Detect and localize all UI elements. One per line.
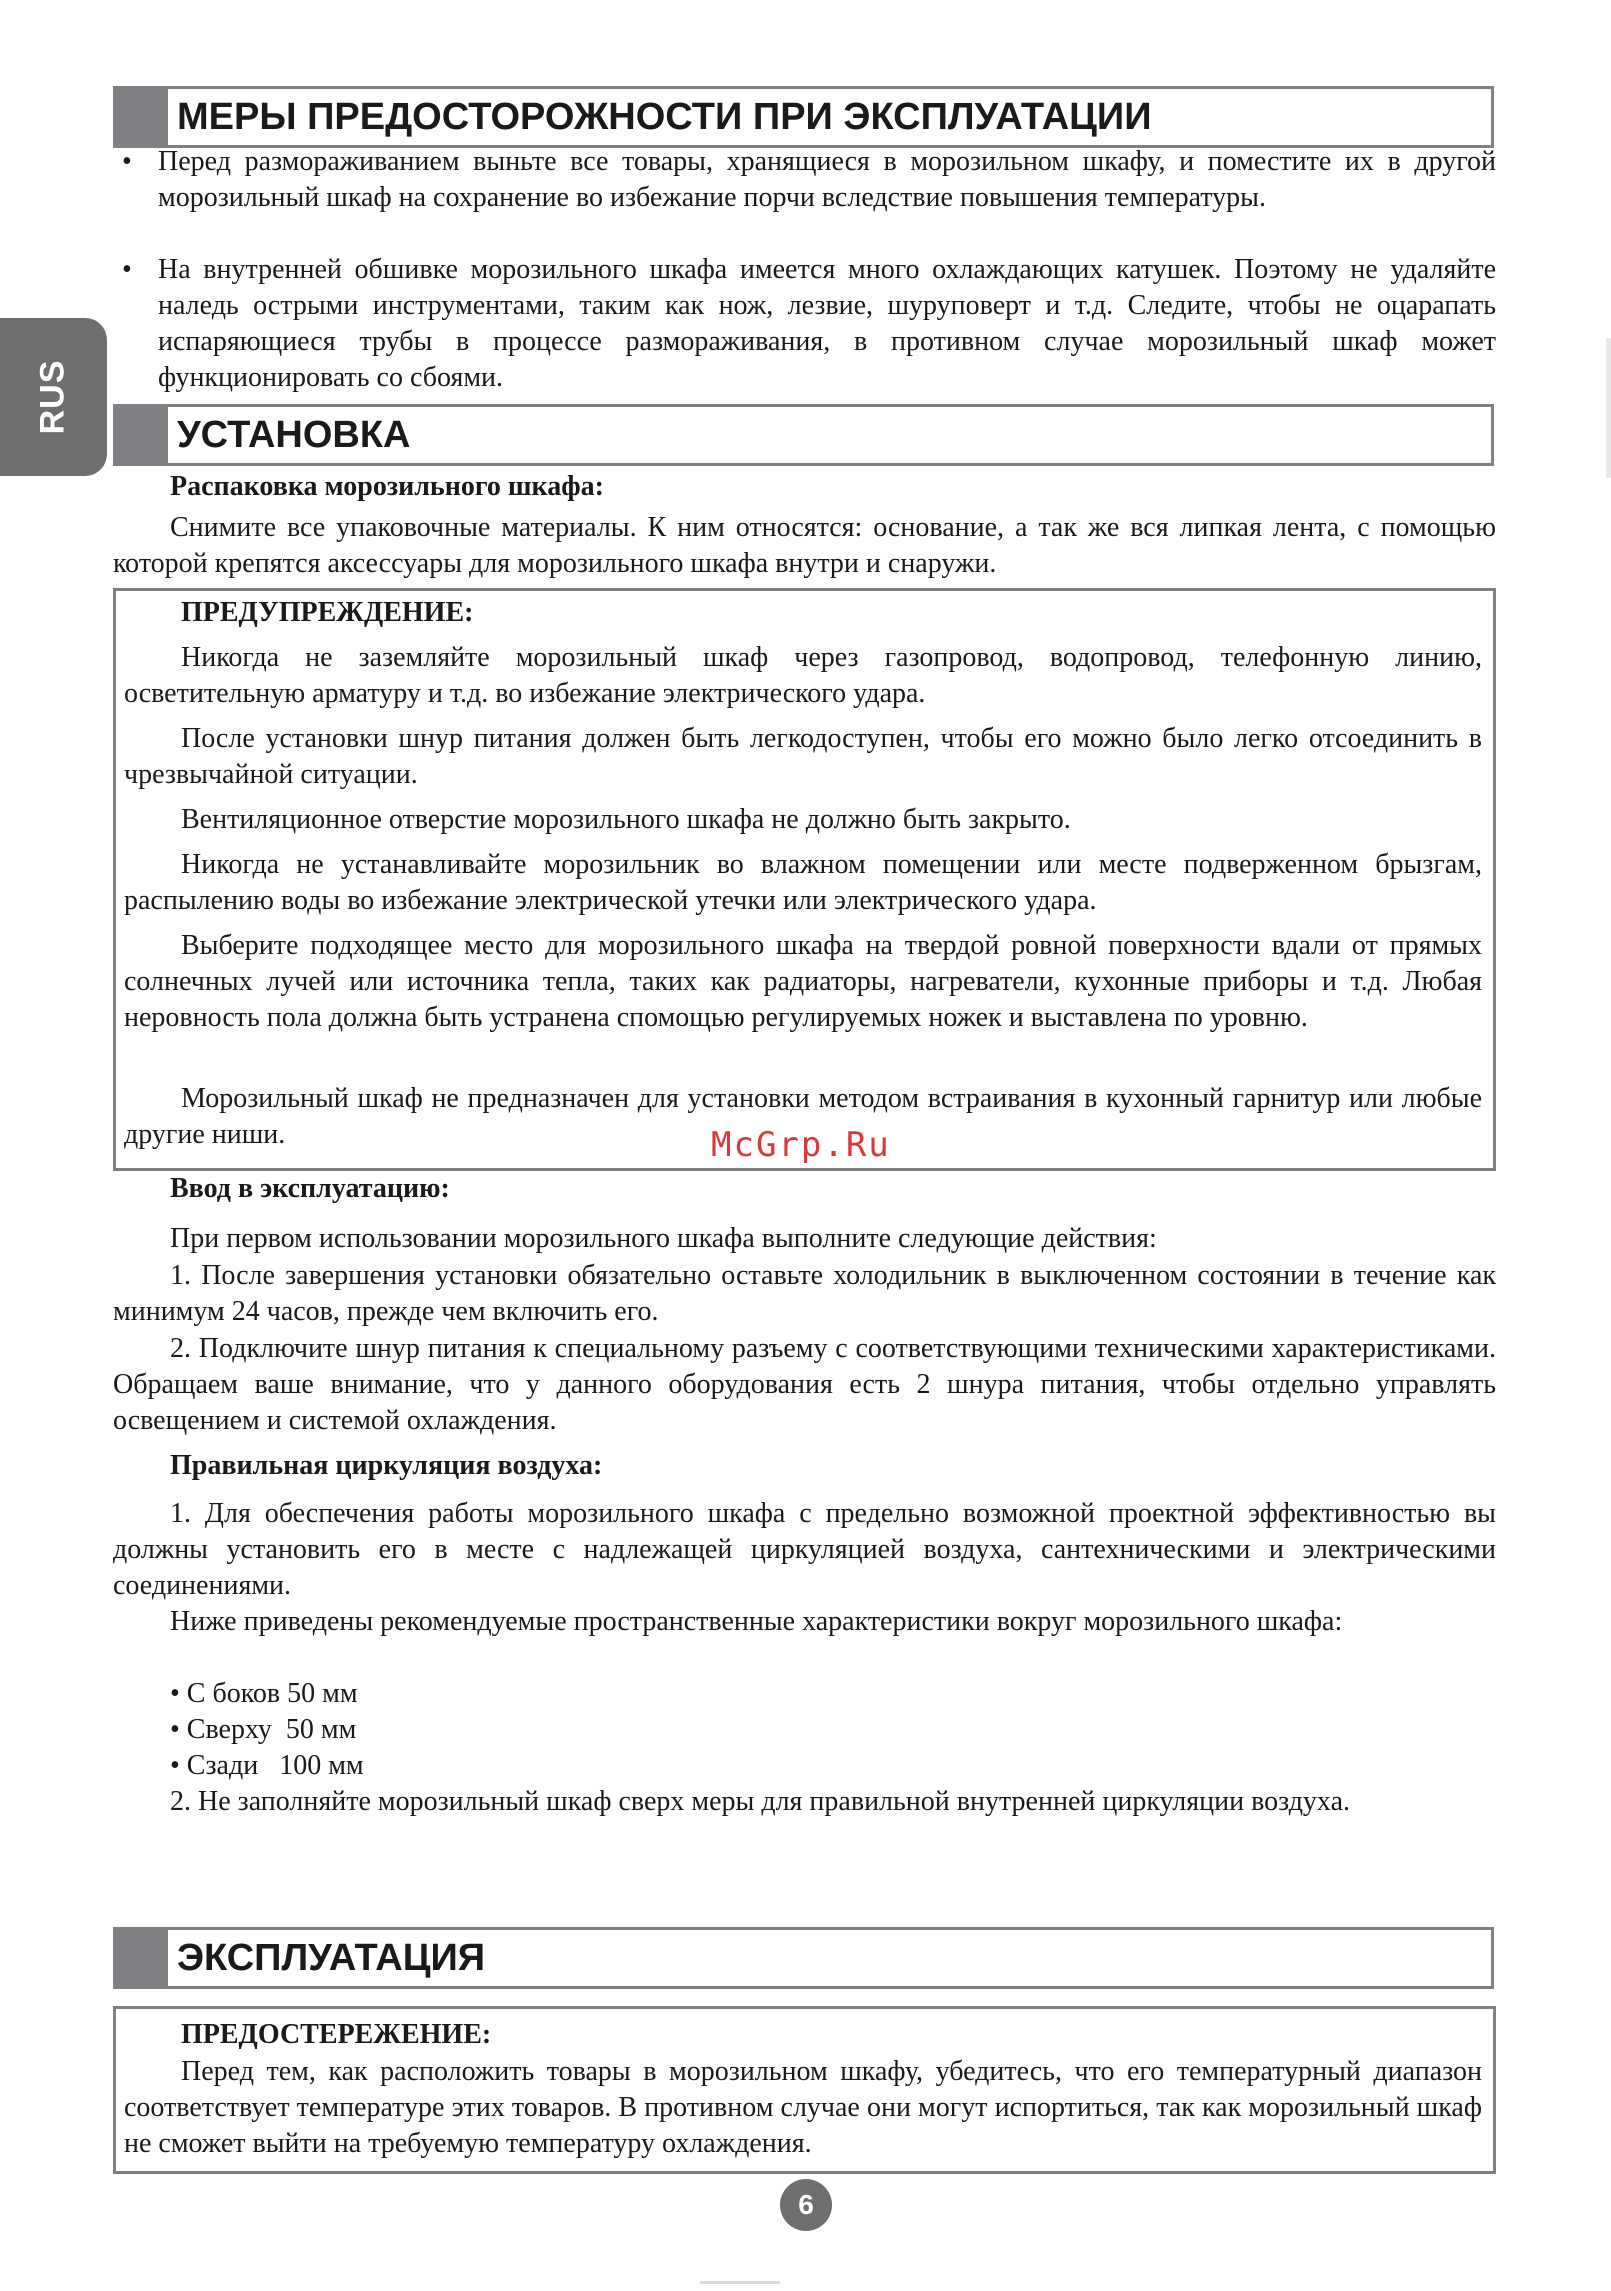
commissioning-title: Ввод в эксплуатацию: (170, 1173, 450, 1204)
precaution-text: Перед размораживанием выньте все товары, хранящиеся в морозильном шкафу, и поместите их в другой морозильный шкаф на сохранение во избежание порчи вследствие повышения температуры. (158, 146, 1496, 213)
page-edge-mark (1606, 338, 1611, 478)
unpacking-title: Распаковка морозильного шкафа: (170, 471, 604, 502)
precautions-title: МЕРЫ ПРЕДОСТОРОЖНОСТИ ПРИ ЭКСПЛУАТАЦИИ (177, 95, 1152, 138)
airflow-note: 2. Не заполняйте морозильный шкаф сверх меры для правильной внутренней циркуляции воздуха. (170, 1786, 1350, 1817)
precaution-text: На внутренней обшивке морозильного шкафа имеется много охлаждающих катушек. Поэтому не удаляйте наледь острыми инструментами, таким как нож, лезвие, шуруповерт и т.д. Следите, чтобы не оцарапать испаряющиеся трубы в процессе размораживания, в противном случае морозильный шкаф может функционировать со сбоями. (158, 254, 1496, 393)
bullet-icon: • (122, 254, 132, 285)
warning-paragraph: Никогда не устанавливайте морозильник во влажном помещении или месте подверженном брызгам, распылению воды во избежание электрической утечки или электрического удара. (124, 849, 1482, 916)
bottom-edge-mark (700, 2281, 780, 2284)
operation-title: ЭКСПЛУАТАЦИЯ (177, 1936, 486, 1979)
commissioning-step: 2. Подключите шнур питания к специальному разъему с соответствующими техническими характеристиками. Обращаем ваше внимание, что у данного оборудования есть 2 шнура питания, чтобы отдельно управлять освещением и системой охлаждения. (113, 1333, 1496, 1436)
clearance-item: • С боков 50 мм (170, 1678, 358, 1709)
unpacking-text: Снимите все упаковочные материалы. К ним относятся: основание, а так же вся липкая лента, с помощью которой крепятся аксессуары для морозильного шкафа внутри и снаружи. (113, 512, 1496, 579)
commissioning-step: 1. После завершения установки обязательно оставьте холодильник в выключенном состоянии в течение как минимум 24 часов, прежде чем включить его. (113, 1260, 1496, 1327)
installation-title: УСТАНОВКА (177, 413, 411, 456)
caution-text: Перед тем, как расположить товары в морозильном шкафу, убедитесь, что его температурный диапазон соответствует температуре этих товаров. В противном случае они могут испортиться, так как морозильный шкаф не сможет выйти на требуемую температуру охлаждения. (124, 2056, 1482, 2159)
bullet-icon: • (122, 146, 132, 177)
commissioning-text: При первом использовании морозильного шкафа выполните следующие действия: (170, 1223, 1157, 1254)
caution-title: ПРЕДОСТЕРЕЖЕНИЕ: (181, 2019, 492, 2050)
header-accent-bar (116, 407, 168, 463)
caution-box (113, 2006, 1496, 2174)
warning-paragraph: Морозильный шкаф не предназначен для установки методом встраивания в кухонный гарнитур или любые другие ниши. (124, 1083, 1482, 1150)
airflow-title: Правильная циркуляция воздуха: (170, 1450, 603, 1481)
precaution-item (122, 144, 1496, 216)
warning-title: ПРЕДУПРЕЖДЕНИЕ: (181, 597, 474, 628)
language-tab (0, 318, 107, 476)
installation-header (113, 404, 1494, 466)
airflow-text: Ниже приведены рекомендуемые пространственные характеристики вокруг морозильного шкафа: (170, 1606, 1343, 1637)
header-accent-bar (116, 89, 168, 145)
watermark: McGrp.Ru (711, 1125, 891, 1165)
language-label: RUS (33, 359, 72, 435)
warning-paragraph: Никогда не заземляйте морозильный шкаф через газопровод, водопровод, телефонную линию, осветительную арматуру и т.д. во избежание электрического удара. (124, 642, 1482, 709)
warning-paragraph: После установки шнур питания должен быть легкодоступен, чтобы его можно было легко отсоединить в чрезвычайной ситуации. (124, 723, 1482, 790)
precaution-item (122, 252, 1496, 396)
clearance-item: • Сзади 100 мм (170, 1750, 364, 1781)
warning-paragraph: Выберите подходящее место для морозильного шкафа на твердой ровной поверхности вдали от прямых солнечных лучей или источника тепла, таких как радиаторы, нагреватели, кухонные приборы и т.д. Любая неровность пола должна быть устранена спомощью регулируемых ножек и выставлена по уровню. (124, 930, 1482, 1033)
precautions-header (113, 86, 1494, 148)
clearance-item: • Сверху 50 мм (170, 1714, 357, 1745)
page-number: 6 (780, 2179, 832, 2231)
warning-box (113, 588, 1496, 1171)
operation-header (113, 1927, 1494, 1989)
warning-paragraph: Вентиляционное отверстие морозильного шкафа не должно быть закрыто. (181, 804, 1071, 835)
airflow-text: 1. Для обеспечения работы морозильного шкафа с предельно возможной проектной эффективностью вы должны установить его в месте с надлежащей циркуляцией воздуха, сантехническими и электрическими соединениями. (113, 1498, 1496, 1601)
header-accent-bar (116, 1930, 168, 1986)
